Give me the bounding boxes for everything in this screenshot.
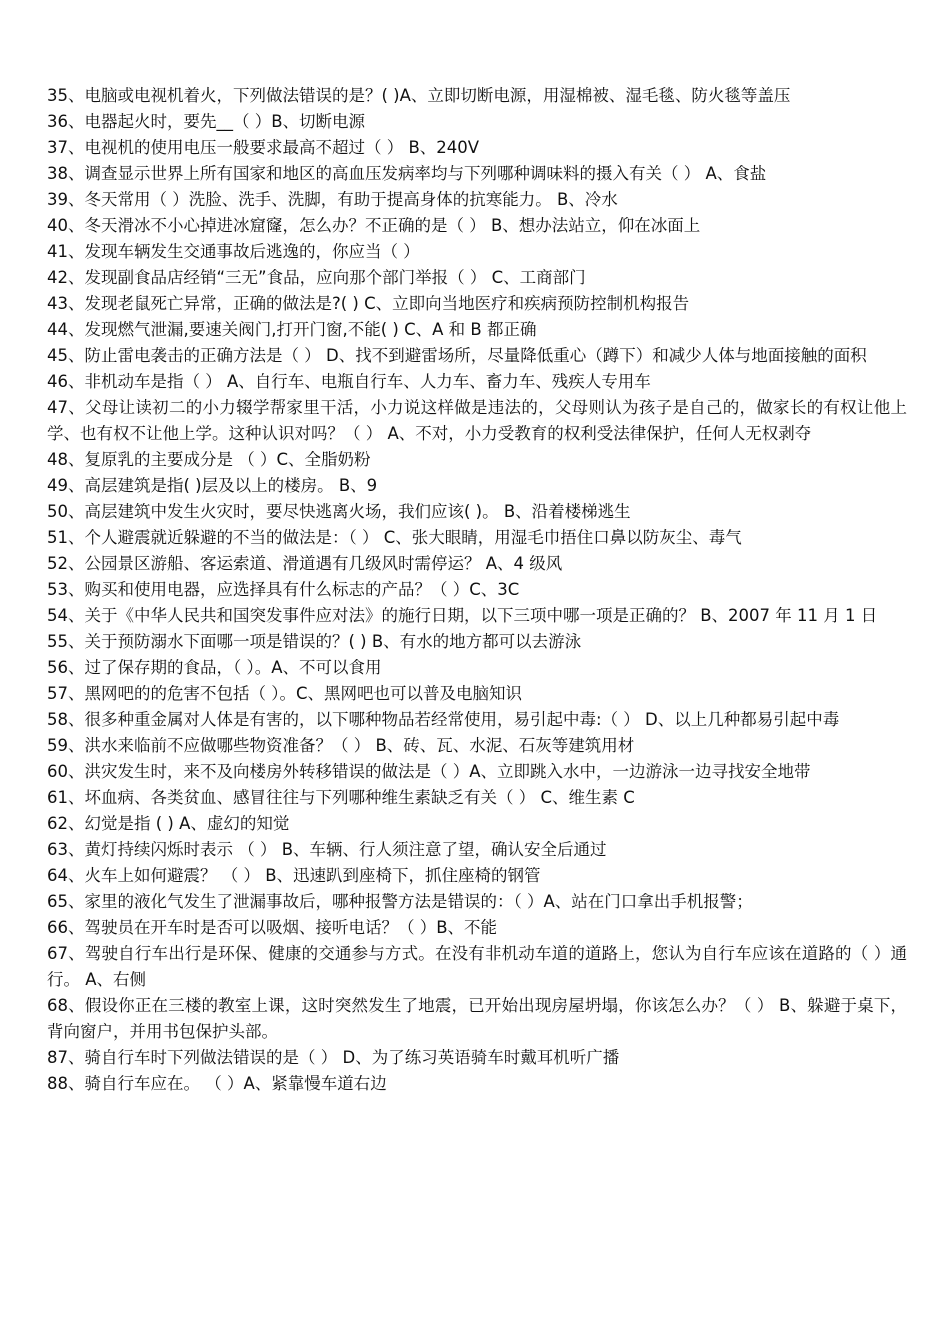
question-item: 58、很多种重金属对人体是有害的，以下哪种物品若经常使用，易引起中毒:（ ） D、以上几种都易引起中毒	[47, 710, 840, 729]
question-item: 52、公园景区游船、客运索道、滑道遇有几级风时需停运？ A、4 级风	[47, 554, 563, 573]
question-item: 54、关于《中华人民共和国突发事件应对法》的施行日期，以下三项中哪一项是正确的？ B、2007 年 11 月 1 日	[47, 606, 878, 625]
question-item: 68、假设你正在三楼的教室上课，这时突然发生了地震，已开始出现房屋坍塌，你该怎么办？（ ） B、躲避于桌下，背向窗户，并用书包保护头部。	[47, 996, 907, 1041]
question-item: 61、坏血病、各类贫血、感冒往往与下列哪种维生素缺乏有关（ ） C、维生素 C	[47, 788, 635, 807]
question-item: 42、发现副食品店经销“三无”食品，应向那个部门举报（ ） C、工商部门	[47, 268, 586, 287]
question-item: 50、高层建筑中发生火灾时，要尽快逃离火场，我们应该( )。 B、沿着楼梯逃生	[47, 502, 631, 521]
question-item: 38、调查显示世界上所有国家和地区的高血压发病率均与下列哪种调味料的摄入有关（ ） A、食盐	[47, 164, 767, 183]
question-item: 51、个人避震就近躲避的不当的做法是：（ ） C、张大眼睛，用湿毛巾捂住口鼻以防灰尘、毒气	[47, 528, 742, 547]
question-item: 53、购买和使用电器，应选择具有什么标志的产品？（ ）C、3C	[47, 580, 520, 599]
question-item: 44、发现燃气泄漏,要速关阀门,打开门窗,不能( ) C、A 和 B 都正确	[47, 320, 537, 339]
question-item: 62、幻觉是指 ( ) A、虚幻的知觉	[47, 814, 290, 833]
question-item: 65、家里的液化气发生了泄漏事故后，哪种报警方法是错误的：（ ）A、站在门口拿出手机报警；	[47, 892, 753, 911]
question-item: 64、火车上如何避震？ （ ） B、迅速趴到座椅下，抓住座椅的钢管	[47, 866, 541, 885]
question-item: 46、非机动车是指（ ） A、自行车、电瓶自行车、人力车、畜力车、残疾人专用车	[47, 372, 651, 391]
question-item: 41、发现车辆发生交通事故后逃逸的，你应当（ ）	[47, 242, 420, 261]
question-item: 37、电视机的使用电压一般要求最高不超过（ ） B、240V	[47, 138, 480, 157]
question-item: 59、洪水来临前不应做哪些物资准备？（ ） B、砖、瓦、水泥、石灰等建筑用材	[47, 736, 635, 755]
question-item: 60、洪灾发生时，来不及向楼房外转移错误的做法是（ ）A、立即跳入水中，一边游泳一边寻找安全地带	[47, 762, 811, 781]
question-item: 87、骑自行车时下列做法错误的是（ ） D、为了练习英语骑车时戴耳机听广播	[47, 1048, 620, 1067]
question-item: 56、过了保存期的食品，（ ）。A、不可以食用	[47, 658, 382, 677]
question-item: 35、电脑或电视机着火，下列做法错误的是？( )A、立即切断电源，用湿棉被、湿毛毯、防火毯等盖压	[47, 86, 791, 105]
question-item: 48、复原乳的主要成分是 （ ）C、全脂奶粉	[47, 450, 371, 469]
question-item: 88、骑自行车应在。 （ ）A、紧靠慢车道右边	[47, 1074, 387, 1093]
question-item: 66、驾驶员在开车时是否可以吸烟、接听电话？（ ）B、不能	[47, 918, 498, 937]
document-page	[47, 83, 907, 1097]
question-item: 63、黄灯持续闪烁时表示 （ ） B、车辆、行人须注意了望，确认安全后通过	[47, 840, 607, 859]
question-item: 49、高层建筑是指( )层及以上的楼房。 B、9	[47, 476, 378, 495]
question-item: 47、父母让读初二的小力辍学帮家里干活，小力说这样做是违法的，父母则认为孩子是自己的，做家长的有权让他上学、也有权不让他上学。这种认识对吗？（ ） A、不对，小力受教育的权利受法律保护，任何人无权剥夺	[47, 398, 907, 443]
question-item: 55、关于预防溺水下面哪一项是错误的？( ) B、有水的地方都可以去游泳	[47, 632, 582, 651]
question-item: 36、电器起火时，要先__（ ）B、切断电源	[47, 112, 366, 131]
question-list	[47, 83, 907, 1097]
question-item: 67、驾驶自行车出行是环保、健康的交通参与方式。在没有非机动车道的道路上，您认为自行车应该在道路的（ ）通行。 A、右侧	[47, 944, 907, 989]
question-item: 45、防止雷电袭击的正确方法是（ ） D、找不到避雷场所，尽量降低重心（蹲下）和减少人体与地面接触的面积	[47, 346, 867, 365]
question-item: 43、发现老鼠死亡异常，正确的做法是?( ) C、立即向当地医疗和疾病预防控制机构报告	[47, 294, 690, 313]
question-item: 39、冬天常用（ ）洗脸、洗手、洗脚，有助于提高身体的抗寒能力。 B、冷水	[47, 190, 618, 209]
question-item: 40、冬天滑冰不小心掉进冰窟窿，怎么办？不正确的是（ ） B、想办法站立，仰在冰面上	[47, 216, 701, 235]
question-item: 57、黑网吧的的危害不包括（ ）。C、黑网吧也可以普及电脑知识	[47, 684, 523, 703]
